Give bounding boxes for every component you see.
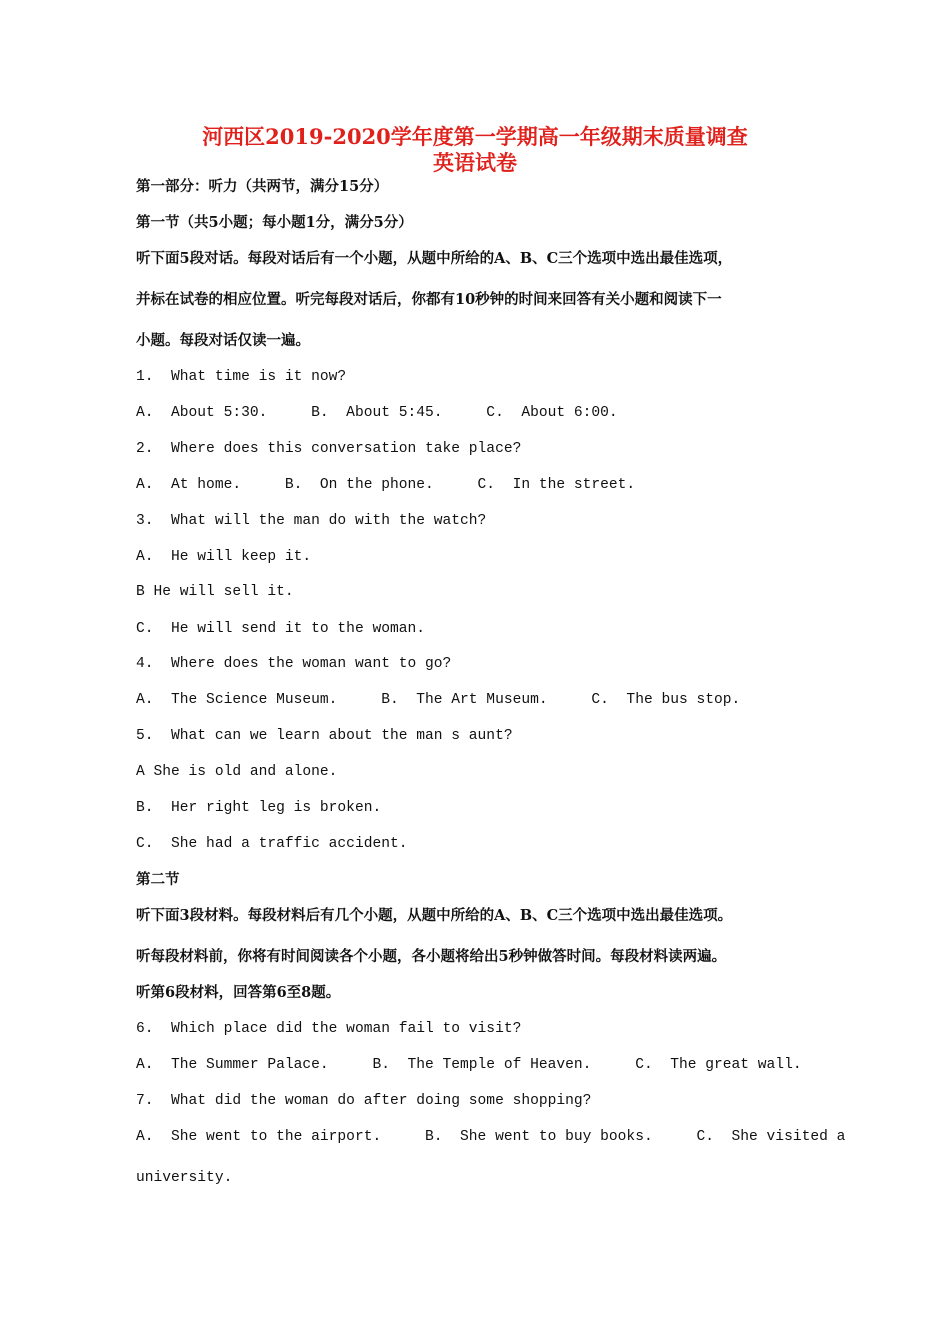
part1-heading: 第一部分：听力（共两节，满分15分） bbox=[136, 178, 389, 195]
question-3-stem: 3. What will the man do with the watch? bbox=[136, 513, 487, 529]
question-3-option-c: C. He will send it to the woman. bbox=[136, 621, 426, 637]
question-7-options: A. She went to the airport. B. She went to buy books. C. She visited a bbox=[136, 1129, 846, 1145]
question-3-option-a: A. He will keep it. bbox=[136, 549, 312, 565]
exam-title: 河西区2019-2020学年度第一学期高一年级期末质量调查 bbox=[202, 124, 748, 149]
question-3-option-b: B He will sell it. bbox=[136, 584, 294, 600]
instruction-line: 小题。每段对话仅读一遍。 bbox=[136, 332, 310, 349]
section2-instruction-line: 听下面3段材料。每段材料后有几个小题，从题中所给的A、B、C三个选项中选出最佳选项。 bbox=[136, 907, 733, 924]
exam-subtitle: 英语试卷 bbox=[433, 150, 517, 175]
instruction-line: 并标在试卷的相应位置。听完每段对话后，你都有10秒钟的时间来回答有关小题和阅读下一 bbox=[136, 291, 722, 308]
question-5-option-a: A She is old and alone. bbox=[136, 764, 338, 780]
question-1-stem: 1. What time is it now? bbox=[136, 369, 347, 385]
question-5-option-c: C. She had a traffic accident. bbox=[136, 836, 408, 852]
question-7-stem: 7. What did the woman do after doing some shopping? bbox=[136, 1093, 592, 1109]
question-4-stem: 4. Where does the woman want to go? bbox=[136, 656, 452, 672]
question-7-options-continued: university. bbox=[136, 1170, 233, 1186]
question-2-stem: 2. Where does this conversation take place? bbox=[136, 441, 522, 457]
question-2-options: A. At home. B. On the phone. C. In the street. bbox=[136, 477, 636, 493]
section1-heading: 第一节（共5小题；每小题1分，满分5分） bbox=[136, 214, 413, 231]
material-6-heading: 听第6段材料，回答第6至8题。 bbox=[136, 984, 341, 1001]
question-5-option-b: B. Her right leg is broken. bbox=[136, 800, 382, 816]
question-5-stem: 5. What can we learn about the man s aunt? bbox=[136, 728, 513, 744]
section2-heading: 第二节 bbox=[136, 871, 180, 888]
question-6-options: A. The Summer Palace. B. The Temple of Heaven. C. The great wall. bbox=[136, 1057, 802, 1073]
question-1-options: A. About 5:30. B. About 5:45. C. About 6:00. bbox=[136, 405, 618, 421]
section2-instruction-line: 听每段材料前，你将有时间阅读各个小题，各小题将给出5秒钟做答时间。每段材料读两遍。 bbox=[136, 948, 727, 965]
question-4-options: A. The Science Museum. B. The Art Museum. C. The bus stop. bbox=[136, 692, 741, 708]
question-6-stem: 6. Which place did the woman fail to visit? bbox=[136, 1021, 522, 1037]
instruction-line: 听下面5段对话。每段对话后有一个小题，从题中所给的A、B、C三个选项中选出最佳选项， bbox=[136, 250, 733, 267]
